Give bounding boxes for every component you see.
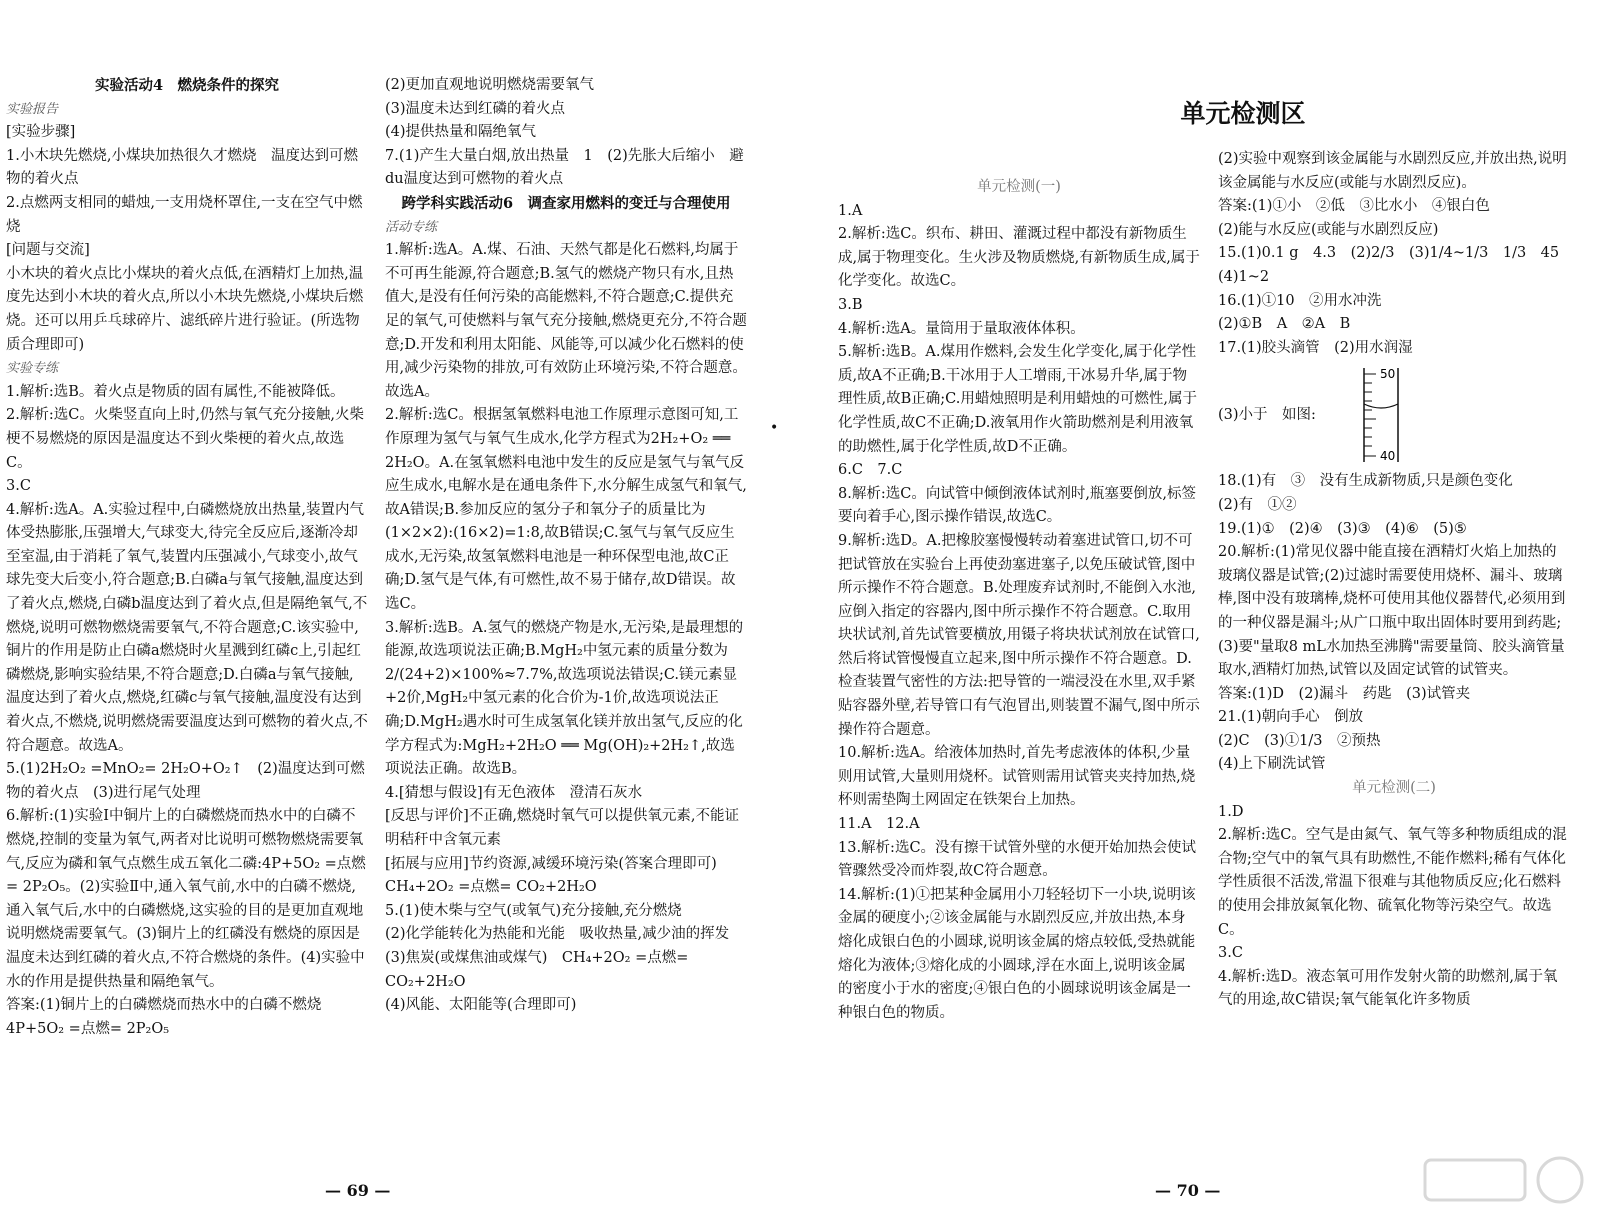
page-number-right: — 70 —	[1155, 1181, 1221, 1200]
paragraph: (4)1~2	[1218, 268, 1270, 285]
paragraph: 5.(1)2H₂O₂ =MnO₂= 2H₂O+O₂↑ (2)温度达到可燃物的着火点 (3)进行尾气处理	[6, 761, 365, 801]
paragraph: 3.解析:选B。A.氢气的燃烧产物是水,无污染,是最理想的能源,故选项说法正确;B.MgH₂中氢元素的质量分数为2/(24+2)×100%≈7.7%,故选项说法错误;C.镁元素显+2价,MgH₂中氢元素的化合价为-1价,故选项说法正确;D.MgH₂遇水时可生成氢氧化镁并放出氢气,反应的化学方程式为:MgH₂+2H₂O ══ Mg(OH)₂+2H₂↑,故选项说法正确。故选B。	[385, 619, 744, 778]
paragraph: 11.A 12.A	[838, 816, 920, 833]
paragraph: 答案:(1)D (2)漏斗 药匙 (3)试管夹	[1218, 685, 1471, 702]
page-number-left: — 69 —	[325, 1181, 391, 1200]
paragraph: 2.解析:选C。空气是由氮气、氧气等多种物质组成的混合物;空气中的氧气具有助燃性,不能作燃料;稀有气体化学性质很不活泼,常温下很难与其他物质反应;化石燃料的使用会排放氮氧化物、硫氧化物等污染空气。故选C。	[1218, 827, 1567, 938]
paragraph: 4.[猜想与假设]有无色液体 澄清石灰水	[385, 784, 643, 801]
paragraph: 4.解析:选D。液态氧可用作发射火箭的助燃剂,属于氧气的用途,故C错误;氧气能氧化许多物质	[1218, 968, 1558, 1009]
paragraph: 4.解析:选A。A.实验过程中,白磷燃烧放出热量,装置内气体受热膨胀,压强增大,气球变大,待完全反应后,逐渐冷却至室温,由于消耗了氧气,装置内压强减小,气球变小,故气球先变大后变小,符合题意;B.白磷a与氧气接触,温度达到了着火点,燃烧,白磷b温度达到了着火点,但是隔绝氧气,不燃烧,说明可燃物燃烧需要氧气,不符合题意;C.该实验中,铜片的作用是防止白磷a燃烧时火星溅到红磷c上,引起红磷燃烧,影响实验结果,不符合题意;D.白磷a与氧气接触,温度达到了着火点,燃烧,红磷c与氧气接触,温度没有达到着火点,不燃烧,说明燃烧需要温度达到可燃物的着火点,不符合题意。故选A。	[6, 501, 368, 754]
paragraph: 1.解析:选B。着火点是物质的固有属性,不能被降低。	[6, 383, 345, 400]
section-heading: 实验活动4 燃烧条件的探究	[94, 77, 280, 94]
paragraph: (2)更加直观地说明燃烧需要氧气	[385, 77, 595, 93]
graduated-cylinder-figure	[1346, 360, 1416, 470]
paragraph: 小木块的着火点比小煤块的着火点低,在酒精灯上加热,温度先达到小木块的着火点,所以小木块先燃烧,小煤块后燃烧。还可以用乒乓球碎片、滤纸碎片进行验证。(所选物质合理即可)	[6, 265, 364, 353]
test-heading: 单元检测(一)	[977, 179, 1061, 195]
paragraph: 1.解析:选A。A.煤、石油、天然气都是化石燃料,均属于不可再生能源,符合题意;B.氢气的燃烧产物只有水,且热值大,是没有任何污染的高能燃料,不符合题意;C.提供充足的氧气,可使燃料与氧气充分接触,燃烧更充分,不符合题意;D.开发和利用太阳能、风能等,可以减少化石燃料的使用,减少污染物的排放,可有效防止环境污染,不符合题意。故选A。	[385, 242, 747, 400]
paragraph: 2.点燃两支相同的蜡烛,一支用烧杯罩住,一支在空气中燃烧	[6, 194, 363, 235]
section-heading: 跨学科实践活动6 调查家用燃料的变迁与合理使用	[401, 194, 731, 212]
paragraph: 19.(1)① (2)④ (3)③ (4)⑥ (5)⑤	[1218, 520, 1467, 537]
paragraph: (2)能与水反应(或能与水剧烈反应)	[1218, 221, 1439, 238]
paragraph: 20.解析:(1)常见仪器中能直接在酒精灯火焰上加热的玻璃仪器是试管;(2)过滤时需要使用烧杯、漏斗、玻璃棒,图中没有玻璃棒,烧杯可使用其他仪器替代,必须用到的一种仪器是漏斗;从广口瓶中取出固体时要用到药匙;(3)要"量取8 mL水加热至沸腾"需要量筒、胶头滴管量取水,酒精灯加热,试管以及固定试管的试管夹。	[1218, 544, 1566, 679]
paragraph: 7.(1)产生大量白烟,放出热量 1 (2)先胀大后缩小 避du温度达到可燃物的着火点	[385, 147, 744, 188]
subsection-label: 活动专练	[385, 219, 438, 235]
paragraph: (4)提供热量和隔绝氧气	[385, 124, 537, 141]
paragraph: 3.C	[6, 478, 31, 495]
paragraph: 2.解析:选C。织布、耕田、灌溉过程中都没有新物质生成,属于物理变化。生火涉及物质燃烧,有新物质生成,属于化学变化。故选C。	[838, 226, 1200, 290]
paragraph: (2)实验中观察到该金属能与水剧烈反应,并放出热,说明该金属能与水反应(或能与水剧烈反应)。	[1218, 151, 1567, 191]
cylinder-bottom-label: 40	[1379, 449, 1396, 464]
page-number-right-value: 70	[1176, 1181, 1199, 1200]
paragraph: 4.解析:选A。量筒用于量取液体体积。	[838, 320, 1085, 337]
paragraph: (4)风能、太阳能等(合理即可)	[385, 997, 577, 1014]
paragraph: (2)化学能转化为热能和光能 吸收热量,减少油的挥发	[385, 926, 730, 943]
paragraph: 16.(1)①10 ②用水冲洗	[1218, 292, 1382, 309]
paragraph: 14.解析:(1)①把某种金属用小刀轻轻切下一小块,说明该金属的硬度小;②该金属能与水剧烈反应,并放出热,本身熔化成银白色的小圆球,说明该金属的熔点较低,受热就能熔化为液体;③熔化成的小圆球,浮在水面上,说明该金属的密度小于水的密度;④银白色的小圆球说明该金属是一种银白色的物质。	[838, 886, 1196, 1021]
paragraph: 10.解析:选A。给液体加热时,首先考虑液体的体积,少量则用试管,大量则用烧杯。试管则需用试管夹夹持加热,烧杯则需垫陶土网固定在铁架台上加热。	[838, 745, 1196, 809]
paragraph: (2)有 ①②	[1218, 496, 1297, 513]
paragraph: (3)温度未达到红磷的着火点	[385, 100, 566, 117]
paragraph: 2.解析:选C。火柴竖直向上时,仍然与氧气充分接触,火柴梗不易燃烧的原因是温度达不到火柴梗的着火点,故选C。	[6, 407, 365, 471]
paragraph: [拓展与应用]节约资源,减缓环境污染(答案合理即可) CH₄+2O₂ =点燃= CO₂+2H₂O	[385, 855, 732, 896]
paragraph: 5.解析:选B。A.煤用作燃料,会发生化学变化,属于化学性质,故A不正确;B.干冰用于人工增雨,干冰易升华,属于物理性质,故B正确;C.用蜡烛照明是利用蜡烛的可燃性,属于化学性质,故C不正确;D.液氧用作火箭助燃剂是利用液氧的助燃性,属于化学性质,故D不正确。	[838, 344, 1197, 455]
paragraph: 18.(1)有 ③ 没有生成新物质,只是颜色变化	[1218, 473, 1513, 490]
paragraph: 5.(1)使木柴与空气(或氧气)充分接触,充分燃烧	[385, 902, 682, 919]
paragraph: 3.B	[838, 296, 863, 313]
paragraph: 21.(1)朝向手心 倒放	[1218, 709, 1364, 726]
paragraph: 6.C 7.C	[838, 462, 903, 479]
paragraph: 13.解析:选C。没有擦干试管外壁的水便开始加热会使试管骤然受冷而炸裂,故C符合题意。	[838, 839, 1197, 880]
paragraph: (2)①B A ②A B	[1218, 316, 1351, 333]
paragraph: 6.解析:(1)实验Ⅰ中铜片上的白磷燃烧而热水中的白磷不燃烧,控制的变量为氧气,两者对比说明可燃物燃烧需要氧气,反应为磷和氧气点燃生成五氧化二磷:4P+5O₂ =点燃= 2P₂O₅。(2)实验Ⅱ中,通入氧气前,水中的白磷不燃烧,通入氧气后,水中的白磷燃烧,这实验的目的是更加直观地说明燃烧需要氧气。(3)铜片上的红磷没有燃烧的原因是温度未达到红磷的着火点,不符合燃烧的条件。(4)实验中水的作用是提供热量和隔绝氧气。	[6, 808, 366, 990]
paragraph: 9.解析:选D。A.把橡胶塞慢慢转动着塞进试管口,切不可把试管放在实验台上再使劲塞进塞子,以免压破试管,图中所示操作不符合题意。B.处理废弃试剂时,不能倒入水池,应倒入指定的容器内,图中所示操作不符合题意。C.取用块状试剂,首先试管要横放,用镊子将块状试剂放在试管口,然后将试管慢慢直立起来,图中所示操作不符合题意。D.检查装置气密性的方法:把导管的一端浸没在水里,双手紧贴容器外壁,若导管口有气泡冒出,则装置不漏气,图中所示操作符合题意。	[838, 532, 1200, 738]
column-3	[838, 176, 1200, 1025]
paragraph: (3)小于 如图:	[1218, 406, 1316, 423]
page-number-left-value: 69	[346, 1181, 369, 1200]
subsection-label: 实验专练	[6, 361, 59, 377]
paragraph: 2.解析:选C。根据氢氧燃料电池工作原理示意图可知,工作原理为氢气与氧气生成水,化学方程式为2H₂+O₂ ══ 2H₂O。A.在氢氧燃料电池中发生的反应是氢气与氧气反应生成水,电解水是在通电条件下,水分解生成氢气和氧气,故A错误;B.参加反应的氢分子和氧分子的质量比为(1×2×2):(16×2)=1:8,故B错误;C.氢气与氧气反应生成水,无污染,故氢氧燃料电池是一种环保型电池,故C正确;D.氢气是气体,有可燃性,故不易于储存,故D错误。故选C。	[385, 407, 747, 613]
paragraph: (4)上下刷洗试管	[1218, 756, 1326, 773]
dot-mark: •	[770, 420, 779, 436]
paragraph: (3)焦炭(或煤焦油或煤气) CH₄+2O₂ =点燃= CO₂+2H₂O	[385, 949, 689, 990]
watermark-logo	[1420, 1150, 1590, 1220]
paragraph: [反思与评价]不正确,燃烧时氧气可以提供氧元素,不能证明秸秆中含氧元素	[385, 808, 740, 848]
paragraph: 1.小木块先燃烧,小煤块加热很久才燃烧 温度达到可燃物的着火点	[6, 147, 358, 188]
test-heading: 单元检测(二)	[1352, 780, 1436, 797]
paragraph: 答案:(1)铜片上的白磷燃烧而热水中的白磷不燃烧 4P+5O₂ =点燃= 2P₂O₅	[6, 997, 336, 1037]
cylinder-top-label: 50	[1379, 367, 1396, 382]
subsection-label: 实验报告	[6, 101, 59, 117]
paragraph: [实验步骤]	[6, 124, 76, 141]
paragraph: 17.(1)胶头滴管 (2)用水润湿	[1218, 339, 1413, 356]
column-1	[6, 74, 368, 1041]
unit-section-title: 单元检测区	[1180, 99, 1306, 128]
column-4	[1218, 148, 1570, 1013]
paragraph: [问题与交流]	[6, 242, 90, 259]
paragraph: 答案:(1)①小 ②低 ③比水小 ④银白色	[1218, 198, 1490, 215]
paragraph: 3.C	[1218, 945, 1243, 962]
paragraph: 1.A	[838, 202, 863, 219]
column-2	[385, 74, 747, 1018]
paragraph: (2)C (3)①1/3 ②预热	[1218, 732, 1381, 749]
paragraph: 15.(1)0.1 g 4.3 (2)2/3 (3)1/4~1/3 1/3 45	[1218, 245, 1560, 262]
paragraph: 1.D	[1218, 803, 1244, 820]
paragraph: 8.解析:选C。向试管中倾倒液体试剂时,瓶塞要倒放,标签要向着手心,图示操作错误,故选C。	[838, 485, 1197, 526]
